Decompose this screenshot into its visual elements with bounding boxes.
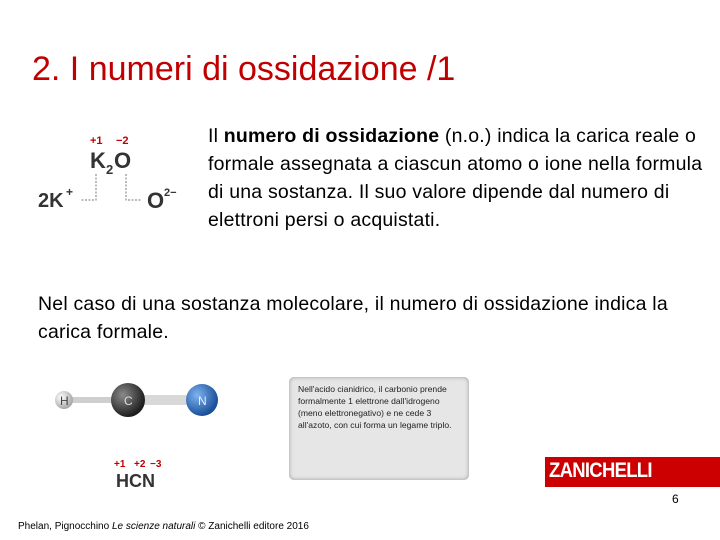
footer-book-title: Le scienze naturali bbox=[111, 521, 196, 532]
ox-number-k: +1 bbox=[90, 135, 103, 147]
intro-paragraph bbox=[208, 122, 708, 234]
ox-number-o: −2 bbox=[116, 135, 129, 147]
k-bracket-line bbox=[80, 174, 96, 200]
ox-number-h: +1 bbox=[114, 459, 126, 470]
ion-o-charge: 2− bbox=[164, 187, 177, 199]
formula-o: O bbox=[114, 148, 132, 173]
intro-prefix: Il bbox=[208, 125, 224, 147]
ox-number-c: +2 bbox=[134, 459, 146, 470]
o-bracket-line bbox=[126, 174, 142, 200]
intro-rest: (n.o.) indica la carica reale o formale assegnata a ciascun atomo o ione nella formula di una sostanza. Il suo valore dipende dal numero di elettroni persi o acquistati. bbox=[208, 125, 703, 231]
formula-k: K bbox=[90, 148, 106, 173]
hcn-molecule-model bbox=[50, 370, 240, 420]
hcn-note-box bbox=[289, 377, 469, 480]
k2o-oxidation-figure bbox=[30, 130, 190, 220]
ion-o: O bbox=[147, 188, 165, 213]
footer-authors: Phelan, Pignocchino bbox=[18, 521, 112, 532]
ion-k-charge: + bbox=[66, 185, 74, 199]
footer-credit bbox=[18, 521, 309, 532]
footer-publisher: © Zanichelli editore 2016 bbox=[195, 521, 309, 532]
page-number: 6 bbox=[672, 492, 679, 506]
formula-subscript: 2 bbox=[106, 162, 114, 177]
hcn-formula: HCN bbox=[116, 471, 155, 491]
ox-number-n: −3 bbox=[150, 459, 162, 470]
zanichelli-logo bbox=[545, 457, 720, 487]
hcn-formula-figure bbox=[112, 455, 192, 495]
intro-keyword: numero di ossidazione bbox=[223, 125, 440, 147]
zanichelli-logo-text: ZANICHELLI bbox=[549, 459, 652, 482]
atom-h-label: H bbox=[60, 394, 69, 408]
hcn-note-text: Nell'acido cianidrico, il carbonio prende formalmente 1 elettrone dall'idrogeno (meno elettronegativo) e ne cede 3 all'azoto, con cui forma un legame triplo. bbox=[298, 384, 452, 431]
ion-k: 2K bbox=[38, 190, 64, 212]
slide-title: 2. I numeri di ossidazione /1 bbox=[32, 50, 456, 88]
atom-n-label: N bbox=[198, 394, 207, 408]
molecular-paragraph: Nel caso di una sostanza molecolare, il numero di ossidazione indica la carica formale. bbox=[38, 293, 668, 343]
atom-c-label: C bbox=[124, 394, 133, 408]
